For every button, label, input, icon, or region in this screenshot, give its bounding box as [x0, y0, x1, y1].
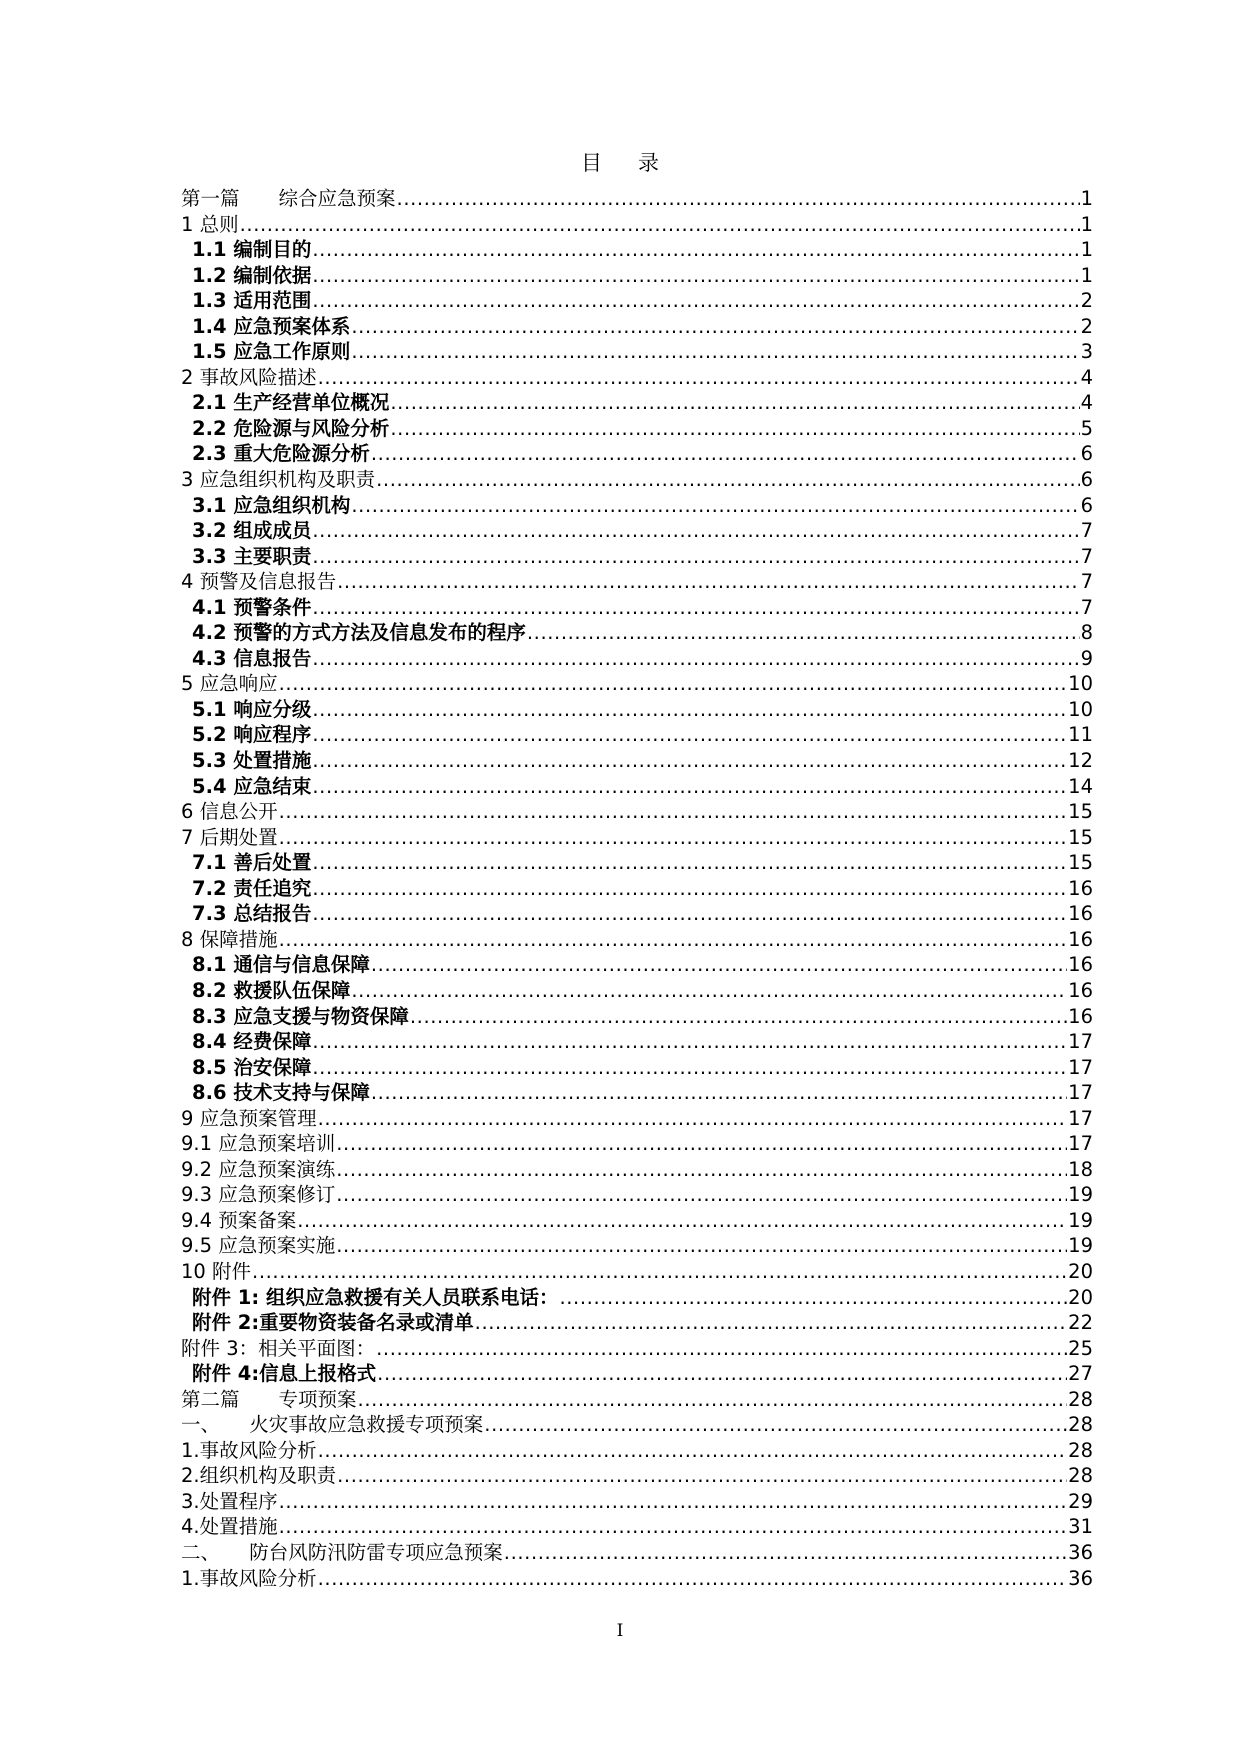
- toc-entry-title: 1.4 应急预案体系: [192, 314, 351, 338]
- toc-entry[interactable]: [181, 1004, 1093, 1030]
- toc-dot-leader: [397, 186, 1080, 212]
- toc-entry[interactable]: [181, 697, 1093, 723]
- toc-dot-leader: [358, 1387, 1068, 1413]
- toc-entry-page: 28: [1068, 1413, 1093, 1437]
- toc-entry-title: 4.2 预警的方式方法及信息发布的程序: [192, 621, 526, 645]
- toc-entry-title: 7.1 善后处置: [192, 851, 312, 875]
- toc-entry-title: 4.处置措施: [181, 1515, 278, 1539]
- toc-entry[interactable]: [181, 518, 1093, 544]
- toc-entry[interactable]: [181, 1336, 1093, 1362]
- toc-entry[interactable]: [181, 1463, 1093, 1489]
- toc-entry-title: 1.事故风险分析: [181, 1438, 317, 1462]
- toc-entry[interactable]: [181, 1438, 1093, 1464]
- toc-entry-page: 16: [1068, 1004, 1093, 1028]
- toc-entry-page: 3: [1080, 340, 1093, 364]
- toc-dot-leader: [318, 365, 1080, 391]
- toc-entry-title: 1.事故风险分析: [181, 1566, 317, 1590]
- toc-entry-title: 5.2 响应程序: [192, 723, 312, 747]
- toc-entry[interactable]: [181, 1080, 1093, 1106]
- toc-entry[interactable]: [181, 1106, 1093, 1132]
- toc-entry-title: 7.2 责任追究: [192, 876, 312, 900]
- toc-entry-title: 7.3 总结报告: [192, 902, 312, 926]
- toc-entry[interactable]: [181, 1514, 1093, 1540]
- toc-entry-page: 16: [1068, 927, 1093, 951]
- toc-dot-leader: [279, 825, 1068, 851]
- toc-entry-page: 29: [1068, 1489, 1093, 1513]
- toc-entry-page: 2: [1080, 289, 1093, 313]
- toc-entry-page: 16: [1068, 902, 1093, 926]
- toc-dot-leader: [279, 799, 1068, 825]
- toc-dot-leader: [312, 850, 1067, 876]
- toc-dot-leader: [376, 1336, 1067, 1362]
- toc-dot-leader: [336, 1182, 1067, 1208]
- toc-entry-page: 4: [1080, 391, 1093, 415]
- toc-entry-title: 3 应急组织机构及职责: [181, 468, 376, 492]
- toc-dot-leader: [376, 467, 1079, 493]
- toc-entry-title: 8.6 技术支持与保障: [192, 1081, 370, 1105]
- toc-title: [0, 147, 1240, 177]
- toc-entry-title: 附件 2:重要物资装备名录或清单: [192, 1311, 474, 1335]
- toc-entry-title: 9 应急预案管理: [181, 1106, 317, 1130]
- toc-entry[interactable]: [181, 1489, 1093, 1515]
- toc-dot-leader: [312, 544, 1079, 570]
- toc-entry-page: 2: [1080, 314, 1093, 338]
- toc-entry[interactable]: [181, 416, 1093, 442]
- toc-dot-leader: [337, 1463, 1067, 1489]
- toc-entry[interactable]: [181, 1182, 1093, 1208]
- toc-entry[interactable]: [181, 237, 1093, 263]
- toc-entry-title: 8.5 治安保障: [192, 1055, 312, 1079]
- toc-entry-page: 19: [1068, 1183, 1093, 1207]
- toc-entry-page: 28: [1068, 1387, 1093, 1411]
- toc-dot-leader: [336, 1131, 1067, 1157]
- toc-entry-title: 3.1 应急组织机构: [192, 493, 351, 517]
- toc-entry[interactable]: [181, 288, 1093, 314]
- toc-dot-leader: [559, 1285, 1067, 1311]
- toc-entry-title: 5 应急响应: [181, 672, 278, 696]
- toc-entry[interactable]: [181, 441, 1093, 467]
- toc-dot-leader: [337, 569, 1079, 595]
- toc-entry-page: 28: [1068, 1438, 1093, 1462]
- toc-dot-leader: [371, 1080, 1067, 1106]
- toc-dot-leader: [252, 1259, 1067, 1285]
- toc-entry-page: 10: [1068, 672, 1093, 696]
- toc-entry[interactable]: [181, 1361, 1093, 1387]
- toc-entry[interactable]: [181, 1233, 1093, 1259]
- toc-entry-page: 20: [1068, 1259, 1093, 1283]
- toc-entry[interactable]: [181, 186, 1093, 212]
- toc-entry-title: 9.5 应急预案实施: [181, 1234, 336, 1258]
- toc-entry-page: 15: [1068, 825, 1093, 849]
- toc-dot-leader: [371, 441, 1080, 467]
- toc-entry[interactable]: [181, 952, 1093, 978]
- toc-entry[interactable]: [181, 927, 1093, 953]
- toc-entry-title: 3.3 主要职责: [192, 544, 312, 568]
- toc-dot-leader: [279, 1489, 1068, 1515]
- toc-entry-page: 17: [1068, 1106, 1093, 1130]
- toc-entry-title: 5.1 响应分级: [192, 697, 312, 721]
- toc-entry-title: 8.1 通信与信息保障: [192, 953, 370, 977]
- toc-entry[interactable]: [181, 263, 1093, 289]
- toc-entry[interactable]: [181, 365, 1093, 391]
- toc-dot-leader: [527, 620, 1080, 646]
- toc-entry[interactable]: [181, 825, 1093, 851]
- toc-entry-page: 25: [1068, 1336, 1093, 1360]
- toc-entry-title: 1 总则: [181, 212, 239, 236]
- toc-entry[interactable]: [181, 1387, 1093, 1413]
- toc-entry-title: 9.3 应急预案修订: [181, 1183, 336, 1207]
- toc-dot-leader: [351, 493, 1079, 519]
- toc-entry[interactable]: [181, 493, 1093, 519]
- toc-entry-page: 9: [1080, 646, 1093, 670]
- toc-entry[interactable]: [181, 799, 1093, 825]
- toc-entry-page: 12: [1068, 749, 1093, 773]
- toc-entry-page: 20: [1068, 1285, 1093, 1309]
- toc-dot-leader: [410, 1004, 1067, 1030]
- toc-entry-title: 2.1 生产经营单位概况: [192, 391, 390, 415]
- toc-entry[interactable]: [181, 1157, 1093, 1183]
- toc-entry-page: 16: [1068, 876, 1093, 900]
- toc-dot-leader: [297, 1208, 1067, 1234]
- toc-dot-leader: [312, 697, 1067, 723]
- toc-entry-title: 2.2 危险源与风险分析: [192, 416, 390, 440]
- toc-dot-leader: [312, 1029, 1067, 1055]
- toc-entry-title: 9.2 应急预案演练: [181, 1157, 336, 1181]
- toc-entry-title: 8.2 救援队伍保障: [192, 978, 351, 1002]
- toc-dot-leader: [351, 978, 1067, 1004]
- toc-entry-page: 17: [1068, 1132, 1093, 1156]
- toc-entry-title: 二、 防台风防汛防雷专项应急预案: [181, 1540, 503, 1564]
- toc-entry[interactable]: [181, 774, 1093, 800]
- toc-entry-title: 5.4 应急结束: [192, 774, 312, 798]
- toc-dot-leader: [279, 927, 1068, 953]
- toc-entry-page: 16: [1068, 978, 1093, 1002]
- table-of-contents: [181, 186, 1093, 1591]
- toc-entry[interactable]: [181, 646, 1093, 672]
- toc-dot-leader: [312, 288, 1079, 314]
- toc-dot-leader: [504, 1540, 1067, 1566]
- toc-entry-page: 28: [1068, 1464, 1093, 1488]
- toc-entry[interactable]: [181, 569, 1093, 595]
- toc-entry[interactable]: [181, 1412, 1093, 1438]
- toc-dot-leader: [312, 774, 1067, 800]
- toc-entry[interactable]: [181, 850, 1093, 876]
- toc-entry-page: 17: [1068, 1055, 1093, 1079]
- toc-entry-page: 1: [1080, 238, 1093, 262]
- toc-dot-leader: [312, 646, 1079, 672]
- toc-dot-leader: [475, 1310, 1068, 1336]
- toc-dot-leader: [484, 1412, 1067, 1438]
- toc-entry-title: 2.组织机构及职责: [181, 1464, 337, 1488]
- toc-entry-title: 4.1 预警条件: [192, 595, 312, 619]
- toc-entry-title: 1.5 应急工作原则: [192, 340, 351, 364]
- toc-dot-leader: [390, 416, 1079, 442]
- toc-entry-page: 7: [1080, 595, 1093, 619]
- toc-entry-page: 7: [1080, 519, 1093, 543]
- toc-dot-leader: [312, 722, 1067, 748]
- toc-entry-page: 4: [1080, 365, 1093, 389]
- toc-entry-page: 7: [1080, 544, 1093, 568]
- toc-entry-title: 附件 3：相关平面图：: [181, 1336, 376, 1360]
- toc-entry[interactable]: [181, 467, 1093, 493]
- toc-entry-page: 15: [1068, 851, 1093, 875]
- toc-dot-leader: [312, 518, 1079, 544]
- toc-entry-page: 19: [1068, 1208, 1093, 1232]
- toc-entry-title: 4.3 信息报告: [192, 646, 312, 670]
- toc-dot-leader: [312, 901, 1067, 927]
- toc-entry[interactable]: [181, 212, 1093, 238]
- toc-entry-page: 36: [1068, 1540, 1093, 1564]
- toc-entry-page: 7: [1080, 570, 1093, 594]
- toc-entry[interactable]: [181, 1566, 1093, 1592]
- toc-entry-title: 3.2 组成成员: [192, 519, 312, 543]
- toc-entry-title: 2 事故风险描述: [181, 365, 317, 389]
- toc-entry[interactable]: [181, 748, 1093, 774]
- toc-entry-title: 3.处置程序: [181, 1489, 278, 1513]
- toc-dot-leader: [351, 339, 1079, 365]
- toc-dot-leader: [390, 390, 1079, 416]
- toc-dot-leader: [318, 1106, 1068, 1132]
- toc-dot-leader: [312, 748, 1067, 774]
- toc-entry[interactable]: [181, 544, 1093, 570]
- toc-dot-leader: [279, 1514, 1068, 1540]
- toc-entry-page: 14: [1068, 774, 1093, 798]
- toc-dot-leader: [312, 237, 1079, 263]
- toc-entry-title: 第一篇 综合应急预案: [181, 187, 396, 210]
- toc-dot-leader: [336, 1233, 1067, 1259]
- toc-entry[interactable]: [181, 1029, 1093, 1055]
- toc-entry[interactable]: [181, 1540, 1093, 1566]
- toc-entry-title: 8.3 应急支援与物资保障: [192, 1004, 409, 1028]
- toc-entry[interactable]: [181, 1131, 1093, 1157]
- toc-entry[interactable]: [181, 1208, 1093, 1234]
- toc-entry-title: 8.4 经费保障: [192, 1030, 312, 1054]
- page-number: I: [616, 1621, 624, 1641]
- toc-entry-page: 6: [1080, 468, 1093, 492]
- toc-entry-page: 15: [1068, 800, 1093, 824]
- toc-entry[interactable]: [181, 595, 1093, 621]
- toc-entry[interactable]: [181, 1055, 1093, 1081]
- toc-entry[interactable]: [181, 314, 1093, 340]
- toc-entry-title: 1.3 适用范围: [192, 289, 312, 313]
- toc-entry-title: 6 信息公开: [181, 800, 278, 824]
- toc-dot-leader: [318, 1566, 1068, 1592]
- toc-entry-page: 8: [1080, 621, 1093, 645]
- toc-entry-page: 17: [1068, 1081, 1093, 1105]
- toc-entry-page: 10: [1068, 697, 1093, 721]
- toc-dot-leader: [312, 263, 1079, 289]
- toc-entry-title: 10 附件: [181, 1259, 252, 1283]
- toc-entry-title: 7 后期处置: [181, 825, 278, 849]
- toc-dot-leader: [377, 1361, 1067, 1387]
- toc-entry-page: 22: [1068, 1311, 1093, 1335]
- toc-entry-title: 9.4 预案备案: [181, 1208, 297, 1232]
- toc-title-right: 录: [638, 151, 659, 175]
- toc-entry[interactable]: [181, 722, 1093, 748]
- toc-dot-leader: [371, 952, 1067, 978]
- toc-entry[interactable]: [181, 1259, 1093, 1285]
- toc-entry-page: 11: [1068, 723, 1093, 747]
- toc-entry-title: 8 保障措施: [181, 927, 278, 951]
- toc-dot-leader: [351, 314, 1079, 340]
- toc-entry-title: 1.2 编制依据: [192, 263, 312, 287]
- toc-entry-page: 31: [1068, 1515, 1093, 1539]
- toc-title-left: 目: [581, 151, 602, 175]
- toc-entry-page: 1: [1080, 263, 1093, 287]
- toc-entry[interactable]: [181, 901, 1093, 927]
- toc-dot-leader: [312, 876, 1067, 902]
- toc-entry[interactable]: [181, 339, 1093, 365]
- toc-entry-page: 1: [1080, 187, 1093, 210]
- toc-entry-title: 附件 1: 组织应急救援有关人员联系电话：: [192, 1285, 559, 1309]
- toc-entry-page: 1: [1080, 212, 1093, 236]
- toc-entry-title: 5.3 处置措施: [192, 749, 312, 773]
- toc-entry-page: 6: [1080, 493, 1093, 517]
- toc-entry[interactable]: [181, 671, 1093, 697]
- toc-dot-leader: [240, 212, 1080, 238]
- toc-entry-page: 6: [1080, 442, 1093, 466]
- toc-entry-page: 17: [1068, 1030, 1093, 1054]
- toc-dot-leader: [318, 1438, 1068, 1464]
- toc-dot-leader: [312, 595, 1079, 621]
- toc-entry[interactable]: [181, 876, 1093, 902]
- toc-entry-title: 一、 火灾事故应急救援专项预案: [181, 1413, 484, 1437]
- toc-entry[interactable]: [181, 620, 1093, 646]
- toc-entry-title: 4 预警及信息报告: [181, 570, 337, 594]
- toc-dot-leader: [312, 1055, 1067, 1081]
- toc-entry-title: 9.1 应急预案培训: [181, 1132, 336, 1156]
- toc-entry-page: 5: [1080, 416, 1093, 440]
- toc-entry-page: 18: [1068, 1157, 1093, 1181]
- toc-entry-title: 第二篇 专项预案: [181, 1387, 357, 1411]
- toc-entry-page: 19: [1068, 1234, 1093, 1258]
- toc-entry-page: 36: [1068, 1566, 1093, 1590]
- toc-entry[interactable]: [181, 1310, 1093, 1336]
- toc-entry-title: 附件 4:信息上报格式: [192, 1362, 377, 1386]
- toc-entry-page: 16: [1068, 953, 1093, 977]
- toc-entry-page: 27: [1068, 1362, 1093, 1386]
- toc-dot-leader: [279, 671, 1068, 697]
- toc-entry[interactable]: [181, 978, 1093, 1004]
- toc-entry[interactable]: [181, 390, 1093, 416]
- toc-entry-title: 2.3 重大危险源分析: [192, 442, 370, 466]
- toc-entry[interactable]: [181, 1285, 1093, 1311]
- toc-dot-leader: [336, 1157, 1067, 1183]
- toc-entry-title: 1.1 编制目的: [192, 238, 312, 262]
